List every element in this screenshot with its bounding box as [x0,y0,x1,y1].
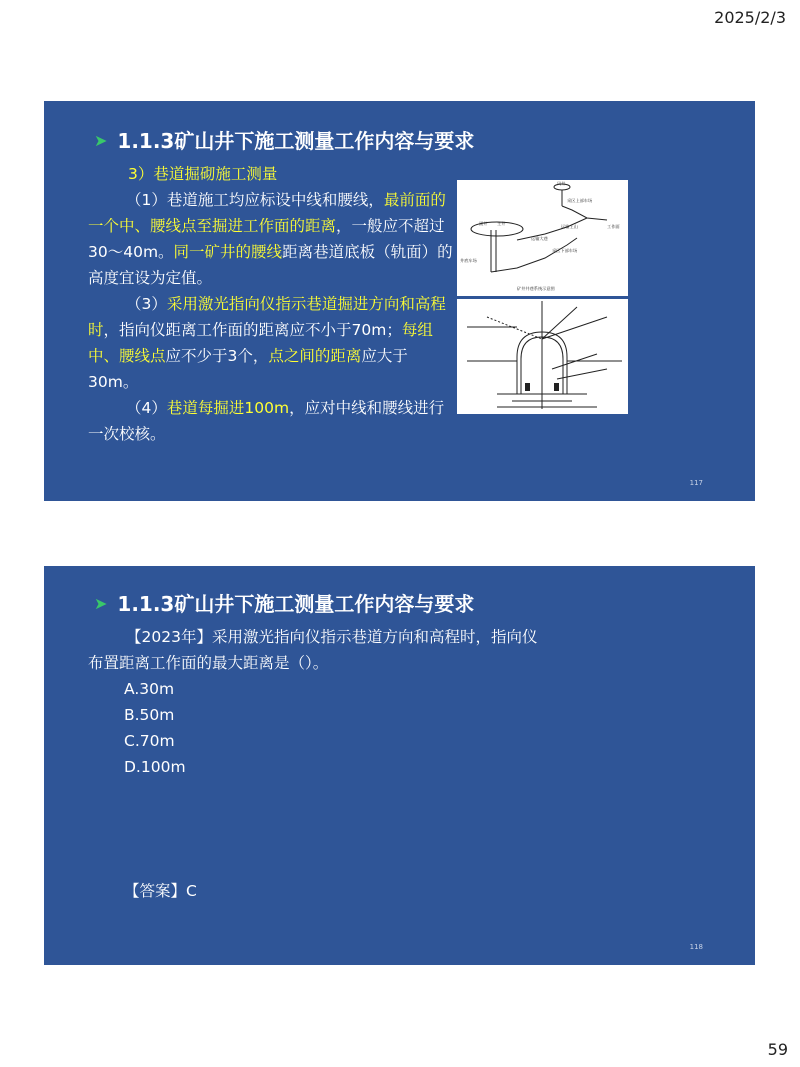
fig-label: 井底车场 [460,258,477,263]
option-b: B.50m [124,706,175,724]
fig-label: 采区上部车场 [567,198,593,203]
print-date: 2025/2/3 [714,8,786,27]
text-run: 距离巷道底板（轨面）的高度宜设为定值。 [88,243,453,287]
paragraph-4 [88,395,456,447]
option-a: A.30m [124,680,175,698]
text-run: （1）巷道施工均应标设中线和腰线， [126,191,384,209]
highlight-run: 点之间的距离 [268,347,362,365]
fig-label: 主井 [497,221,506,226]
option-d: D.100m [124,758,186,776]
tunnel-cross-section-diagram [457,299,628,414]
slide-title-text: 1.1.3矿山井下施工测量工作内容与要求 [117,592,475,616]
paragraph-1 [88,187,456,291]
option-c: C.70m [124,732,175,750]
slide-118 [44,566,755,965]
answer-text: 【答案】C [124,882,197,900]
slide-title [94,125,474,154]
fig-label: 风井 [557,181,566,186]
fig-label: 副井 [479,221,488,226]
highlight-run: 巷道每掘进100m [166,399,290,417]
arrow-bullet-icon: ➤ [94,594,108,613]
text-run: ，指向仪距离工作面的距离应不小于70m； [103,321,402,339]
fig-label: 工作面 [607,224,620,229]
question-text [88,624,608,676]
text-run: （4） [126,399,167,417]
text-run: 应大于30m。 [88,347,408,391]
answer-options [124,676,186,780]
slide-body [88,161,456,447]
question-line-2: 布置距离工作面的最大距离是（）。 [88,654,329,672]
slide-number: 118 [689,943,703,951]
section-heading-text: 3）巷道掘砌施工测量 [128,165,278,183]
slide-title [94,588,474,617]
mine-system-svg [457,180,628,296]
highlight-run: 采用激光指向仪指示巷道掘进方向和高程时 [88,295,446,339]
question-line-1: 【2023年】采用激光指向仪指示巷道方向和高程时，指向仪 [126,628,538,646]
highlight-run: 同一矿井的腰线 [173,243,283,261]
arrow-bullet-icon: ➤ [94,131,108,150]
text-run: ，应对中线和腰线进行一次校核。 [88,399,445,443]
tunnel-section-svg [457,299,628,414]
section-heading [88,161,456,187]
text-run: ，一般应不超过30～40m。 [88,217,445,261]
text-run: 应不少于3个， [165,347,269,365]
highlight-run: 最前面的一个中、腰线点至掘进工作面的距离 [88,191,446,235]
mine-system-diagram [457,180,628,296]
page-number: 59 [767,1040,788,1059]
fig-caption: 矿井井巷系统示意图 [517,286,555,291]
slide-117 [44,101,755,501]
slide-number: 117 [689,479,703,487]
text-run: （3） [126,295,167,313]
highlight-run: 每组中、腰线点 [88,321,433,365]
fig-label: 采区下部车场 [552,248,578,253]
paragraph-3 [88,291,456,395]
fig-label: 运输大巷 [531,236,548,241]
fig-label: 运输上山 [561,224,578,229]
slide-title-text: 1.1.3矿山井下施工测量工作内容与要求 [117,129,475,153]
